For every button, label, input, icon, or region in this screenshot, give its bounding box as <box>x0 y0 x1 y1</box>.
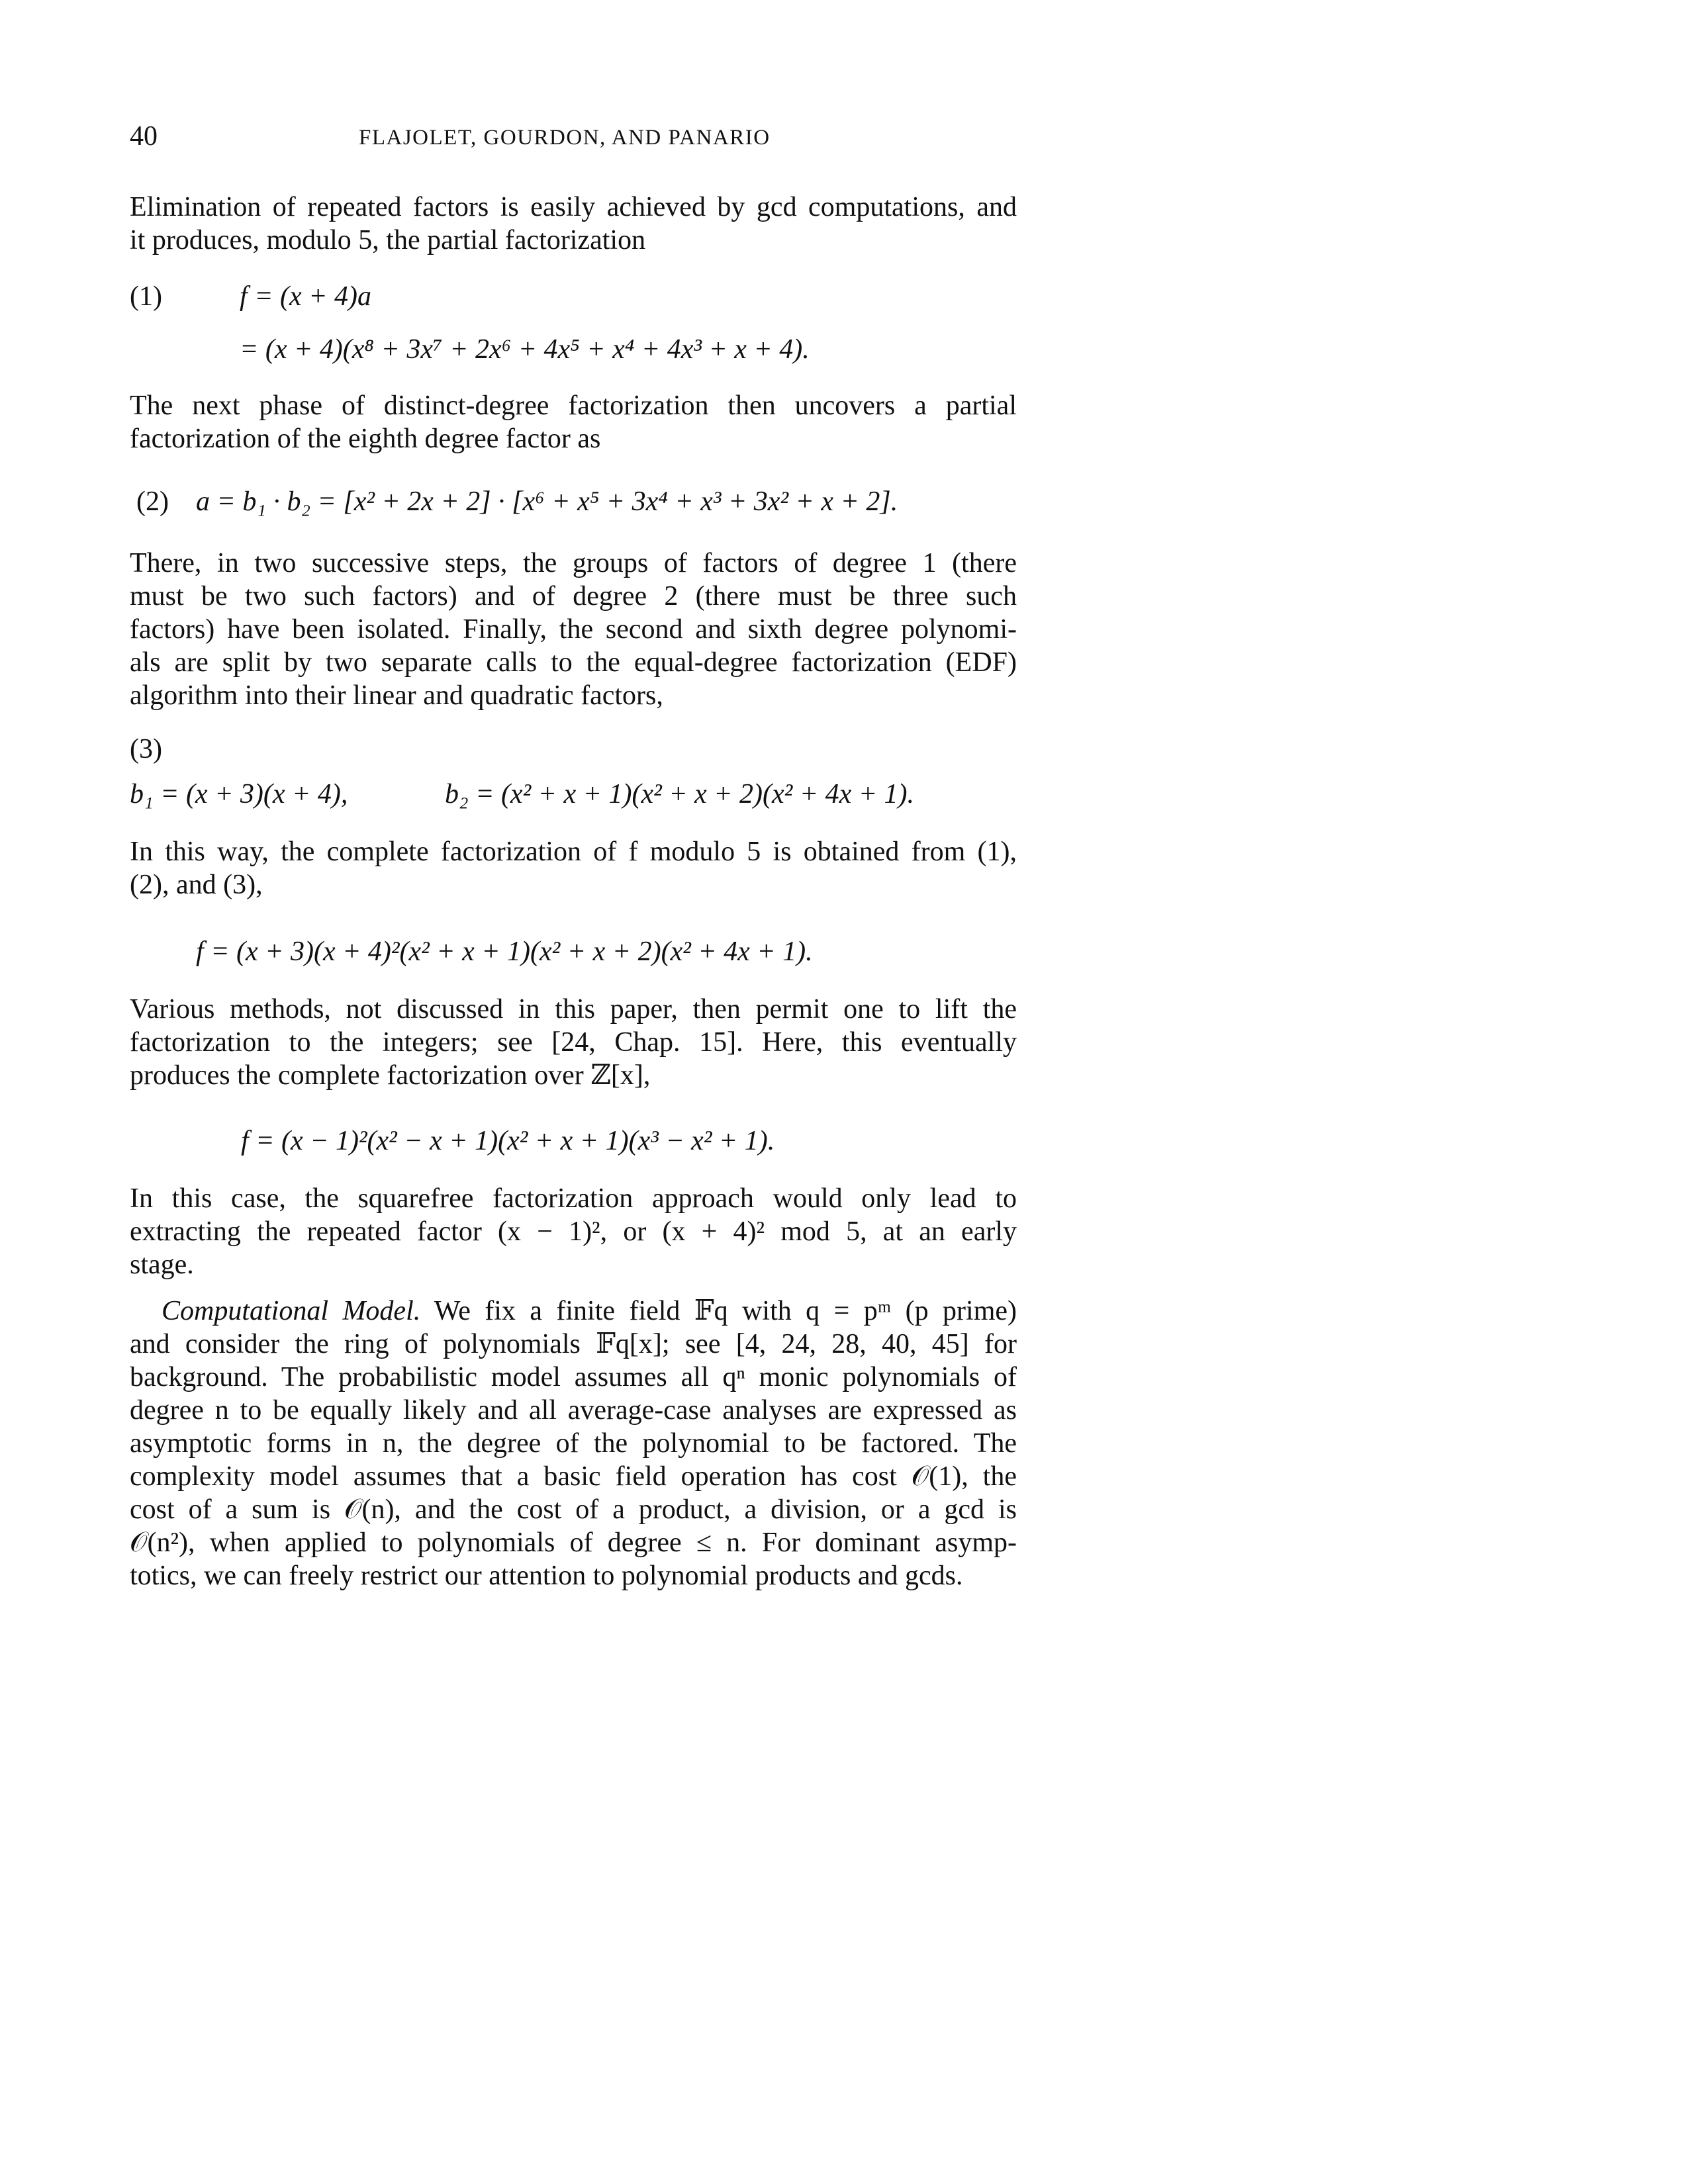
paragraph-1 <box>130 191 1017 257</box>
text-line: algorithm into their linear and quadratic factors, <box>130 680 663 711</box>
equation-label: (1) <box>130 281 162 312</box>
text-line: factorization of the eighth degree factor as <box>130 424 601 454</box>
equation-1-line-2: = (x + 4)(x⁸ + 3x⁷ + 2x⁶ + 4x⁵ + x⁴ + 4x³ + x + 4). <box>240 334 810 365</box>
equation-1-line-1: f = (x + 4)a <box>240 281 371 312</box>
text-line: 𝒪(n²), when applied to polynomials of degree ≤ n. For dominant asymp- <box>130 1527 1017 1558</box>
text-line: factorization to the integers; see [24, Chap. 15]. Here, this eventually <box>130 1027 1017 1058</box>
running-title: FLAJOLET, GOURDON, AND PANARIO <box>359 126 771 150</box>
text-line: degree n to be equally likely and all average-case analyses are expressed as <box>130 1395 1017 1426</box>
paragraph-7 <box>130 1295 1017 1592</box>
text-line: stage. <box>130 1250 194 1280</box>
text-line: In this way, the complete factorization of f modulo 5 is obtained from (1), <box>130 837 1017 867</box>
text-fragment: We fix a finite field 𝔽q with q = pᵐ (p prime) <box>434 1296 1017 1326</box>
text-line: extracting the repeated factor (x − 1)², or (x + 4)² mod 5, at an early <box>130 1216 1017 1247</box>
text-line: Various methods, not discussed in this paper, then permit one to lift the <box>130 994 1017 1024</box>
equation-2: a = b₁ · b₂ = [x² + 2x + 2] · [x⁶ + x⁵ + 3x⁴ + x³ + 3x² + x + 2]. <box>196 486 898 517</box>
paragraph-2 <box>130 389 1017 455</box>
text-line: produces the complete factorization over ℤ[x], <box>130 1060 651 1091</box>
text-line: complexity model assumes that a basic field operation has cost 𝒪(1), the <box>130 1461 1017 1492</box>
equation-3-left: b₁ = (x + 3)(x + 4), <box>130 779 348 809</box>
equation-label: (2) <box>136 486 169 517</box>
page-number: 40 <box>130 121 158 152</box>
text-line: als are split by two separate calls to the equal-degree factorization (EDF) <box>130 647 1017 678</box>
text-line: totics, we can freely restrict our attention to polynomial products and gcds. <box>130 1561 963 1591</box>
paragraph-3 <box>130 547 1017 712</box>
text-line: must be two such factors) and of degree 2 (there must be three such <box>130 581 1017 612</box>
text-line: background. The probabilistic model assumes all qⁿ monic polynomials of <box>130 1362 1017 1392</box>
text-line: factors) have been isolated. Finally, the second and sixth degree polynomi- <box>130 614 1017 645</box>
text-line: asymptotic forms in n, the degree of the polynomial to be factored. The <box>130 1428 1017 1459</box>
text-line: it produces, modulo 5, the partial factorization <box>130 225 646 255</box>
paragraph-6 <box>130 1182 1017 1281</box>
equation-label: (3) <box>130 734 162 764</box>
text-line: In this case, the squarefree factorization approach would only lead to <box>130 1183 1017 1214</box>
text-line: cost of a sum is 𝒪(n), and the cost of a product, a division, or a gcd is <box>130 1494 1017 1525</box>
text-line: The next phase of distinct-degree factorization then uncovers a partial <box>130 390 1017 421</box>
paragraph-4 <box>130 835 1017 901</box>
text-line: There, in two successive steps, the groups of factors of degree 1 (there <box>130 548 1017 578</box>
equation-4: f = (x + 3)(x + 4)²(x² + x + 1)(x² + x + 2)(x² + 4x + 1). <box>196 936 813 967</box>
text-line: Elimination of repeated factors is easily achieved by gcd computations, and <box>130 192 1017 222</box>
equation-5: f = (x − 1)²(x² − x + 1)(x² + x + 1)(x³ − x² + 1). <box>241 1126 775 1156</box>
text-line: and consider the ring of polynomials 𝔽q[x]; see [4, 24, 28, 40, 45] for <box>130 1329 1017 1359</box>
text-line: (2), and (3), <box>130 870 263 900</box>
paragraph-5 <box>130 993 1017 1092</box>
equation-3-right: b₂ = (x² + x + 1)(x² + x + 2)(x² + 4x + 1). <box>445 779 915 809</box>
section-heading: Computational Model. <box>162 1296 421 1326</box>
text-line <box>130 1295 1017 1328</box>
